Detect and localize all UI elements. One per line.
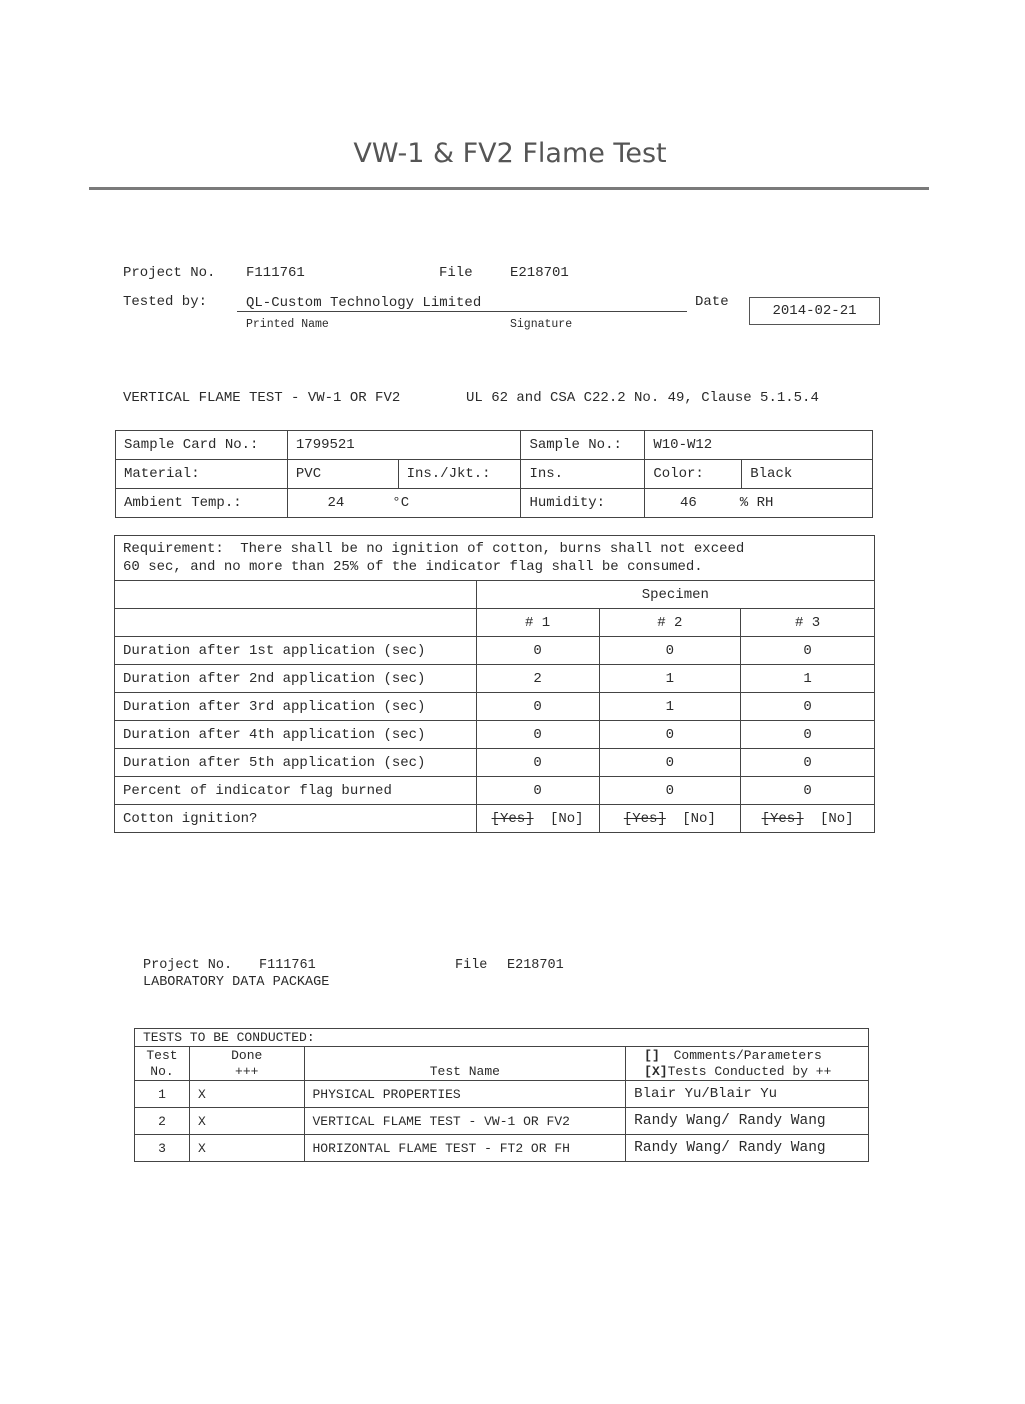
humidity-unit: % RH: [739, 495, 774, 511]
row-value: 0: [741, 637, 875, 665]
lab-package-label: LABORATORY DATA PACKAGE: [143, 975, 330, 990]
row-value: 2: [476, 665, 599, 693]
ignition-no: [No]: [549, 810, 584, 827]
row-value: 0: [741, 693, 875, 721]
row-value: 0: [476, 777, 599, 805]
table-row: [115, 637, 875, 665]
col-done-line2: +++: [235, 1063, 259, 1079]
ignition-no: [No]: [820, 810, 854, 827]
requirement-line1: There shall be no ignition of cotton, burns shall not exceed: [240, 541, 745, 557]
humidity-value: 46: [679, 495, 697, 511]
col-test-name: Test Name: [304, 1047, 626, 1081]
ambient-temp-cell: [287, 489, 521, 518]
ignition-cell: [476, 805, 599, 833]
date-box: 2014-02-21: [749, 297, 880, 325]
col-test-no: [135, 1047, 190, 1081]
row-value: 0: [599, 721, 741, 749]
ignition-label: Cotton ignition?: [115, 805, 477, 833]
humidity-cell: [645, 489, 873, 518]
col-test-no-line2: No.: [150, 1063, 174, 1079]
ignition-yes-struck: [Yes]: [623, 810, 666, 827]
sample-no-value: W10-W12: [645, 431, 873, 460]
table-row: [115, 777, 875, 805]
col-done-line1: Done: [231, 1047, 263, 1063]
test-name: PHYSICAL PROPERTIES: [304, 1081, 626, 1108]
row-label: Duration after 1st application (sec): [115, 637, 477, 665]
row-value: 0: [741, 777, 875, 805]
color-label: Color:: [645, 460, 742, 489]
table-row: [115, 665, 875, 693]
results-table: [114, 535, 875, 833]
row-value: 0: [476, 721, 599, 749]
comments-mark: []: [644, 1047, 660, 1063]
ins-jkt-value: Ins.: [521, 460, 645, 489]
row-label: Duration after 3rd application (sec): [115, 693, 477, 721]
date-label: Date: [695, 294, 729, 310]
row-value: 0: [741, 749, 875, 777]
sample-card-value: 1799521: [287, 431, 521, 460]
table-row: [135, 1135, 869, 1162]
material-value: PVC: [287, 460, 398, 489]
row-label: Duration after 5th application (sec): [115, 749, 477, 777]
tests-title: TESTS TO BE CONDUCTED:: [135, 1029, 869, 1047]
tested-by-value: QL-Custom Technology Limited: [246, 295, 482, 311]
col-test-no-line1: Test: [146, 1047, 178, 1063]
row-value: 1: [599, 693, 741, 721]
row-label: Duration after 2nd application (sec): [115, 665, 477, 693]
title-divider: [89, 187, 929, 190]
row-value: 0: [599, 637, 741, 665]
row-value: 0: [476, 749, 599, 777]
color-value: Black: [742, 460, 873, 489]
table-row: [115, 721, 875, 749]
table-row: [135, 1081, 869, 1108]
col-done: [189, 1047, 304, 1081]
project-label: Project No.: [123, 265, 216, 281]
row-value: 0: [741, 721, 875, 749]
requirement-line2: 60 sec, and no more than 25% of the indicator flag shall be consumed.: [123, 559, 703, 575]
sample-no-label: Sample No.:: [521, 431, 645, 460]
col-comments-line1: Comments/Parameters: [673, 1047, 822, 1063]
material-label: Material:: [116, 460, 288, 489]
test-conducted-by: Blair Yu/Blair Yu: [626, 1081, 869, 1108]
requirement-cell: [115, 536, 875, 581]
ignition-cell: [599, 805, 741, 833]
project-no: F111761: [246, 265, 305, 281]
row-value: 0: [599, 749, 741, 777]
blank-cell: [115, 609, 477, 637]
specimen-col-3: # 3: [741, 609, 875, 637]
standard-reference: UL 62 and CSA C22.2 No. 49, Clause 5.1.5.4: [466, 390, 819, 406]
page-title: VW-1 & FV2 Flame Test: [353, 138, 667, 169]
table-row: [135, 1108, 869, 1135]
specimen-header: Specimen: [476, 581, 874, 609]
file-label: File: [439, 265, 473, 281]
row-value: 1: [599, 665, 741, 693]
test-name: VERTICAL FLAME TEST - VW-1 OR FV2: [304, 1108, 626, 1135]
tested-by-line: [237, 294, 687, 312]
file-no: E218701: [510, 265, 569, 281]
specimen-col-1: # 1: [476, 609, 599, 637]
tested-by-label: Tested by:: [123, 294, 208, 310]
sample-card-label: Sample Card No.:: [116, 431, 288, 460]
row-label: Duration after 4th application (sec): [115, 721, 477, 749]
row-value: 0: [476, 637, 599, 665]
table-row: [115, 805, 875, 833]
lab-project-label: Project No.: [143, 958, 233, 973]
ignition-yes-struck: [Yes]: [491, 810, 534, 827]
ignition-yes-struck: [Yes]: [761, 810, 804, 827]
conducted-mark: [X]: [644, 1063, 668, 1079]
sample-info-table: [115, 430, 873, 518]
requirement-label: Requirement:: [123, 541, 224, 557]
row-value: 0: [476, 693, 599, 721]
humidity-label: Humidity:: [521, 489, 645, 518]
ins-jkt-label: Ins./Jkt.:: [398, 460, 521, 489]
blank-cell: [115, 581, 477, 609]
ambient-temp-unit: °C: [392, 495, 410, 511]
test-done: X: [189, 1108, 304, 1135]
test-conducted-by: Randy Wang/ Randy Wang: [626, 1108, 869, 1135]
test-name: HORIZONTAL FLAME TEST - FT2 OR FH: [304, 1135, 626, 1162]
signature-label: Signature: [510, 318, 573, 331]
test-conducted-by: Randy Wang/ Randy Wang: [626, 1135, 869, 1162]
test-no: 2: [135, 1108, 190, 1135]
row-label: Percent of indicator flag burned: [115, 777, 477, 805]
tests-table: [134, 1028, 869, 1162]
specimen-col-2: # 2: [599, 609, 741, 637]
lab-file-label: File: [455, 958, 488, 973]
ambient-temp-value: 24: [327, 495, 345, 511]
col-comments-line2: Tests Conducted by ++: [667, 1063, 832, 1079]
table-row: [115, 749, 875, 777]
row-value: 1: [741, 665, 875, 693]
test-done: X: [189, 1135, 304, 1162]
ignition-no: [No]: [682, 810, 716, 827]
row-value: 0: [599, 777, 741, 805]
ambient-temp-label: Ambient Temp.:: [116, 489, 288, 518]
table-row: [115, 693, 875, 721]
section-title: VERTICAL FLAME TEST - VW-1 OR FV2: [123, 390, 401, 406]
ignition-cell: [741, 805, 875, 833]
col-comments: [626, 1047, 869, 1081]
lab-project-no: F111761: [259, 958, 316, 973]
test-done: X: [189, 1081, 304, 1108]
lab-file-no: E218701: [507, 958, 564, 973]
test-no: 1: [135, 1081, 190, 1108]
printed-name-label: Printed Name: [246, 318, 329, 331]
test-no: 3: [135, 1135, 190, 1162]
